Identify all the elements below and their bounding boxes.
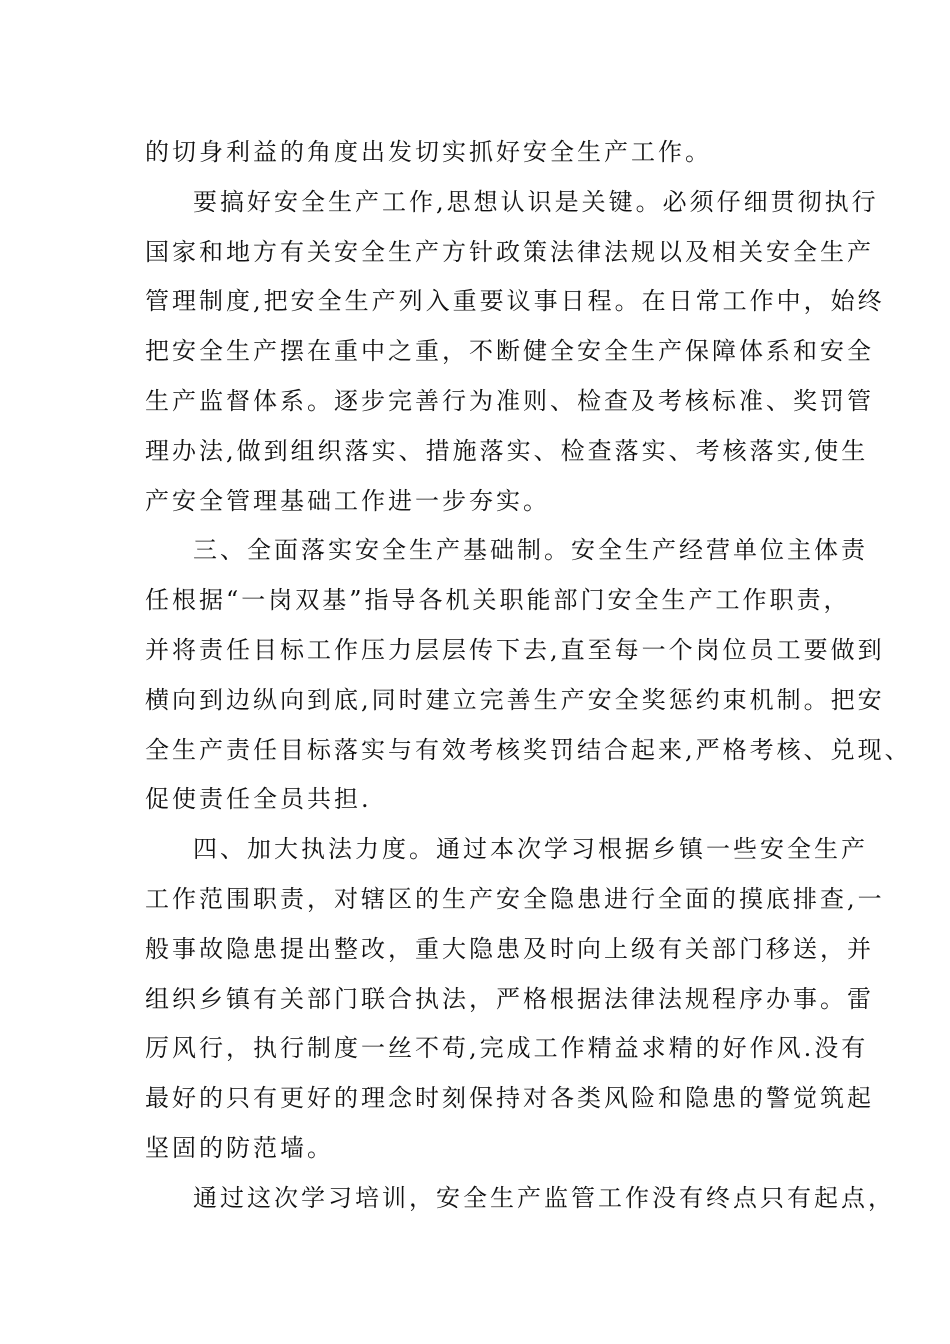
text-line: 并将责任目标工作压力层层传下去,直至每一个岗位员工要做到 [145, 635, 885, 664]
text-line: 厉风行，执行制度一丝不苟,完成工作精益求精的好作风.没有 [145, 1034, 869, 1063]
text-line: 产安全管理基础工作进一步夯实。 [145, 486, 550, 515]
text-line: 生产监督体系。逐步完善行为准则、检查及考核标准、奖罚管 [145, 386, 874, 415]
document-body [145, 128, 912, 1224]
text-line: 全生产责任目标落实与有效考核奖罚结合起来,严格考核、兑现、 [145, 735, 912, 764]
text-line: 国家和地方有关安全生产方针政策法律法规以及相关安全生产 [145, 237, 874, 266]
text-line: 任根据“一岗双基”指导各机关职能部门安全生产工作职责， [145, 586, 851, 615]
text-line: 坚固的防范墙。 [145, 1133, 334, 1162]
paragraph-start-line: 四、加大执法力度。通过本次学习根据乡镇一些安全生产 [193, 835, 868, 864]
text-line: 横向到边纵向到底,同时建立完善生产安全奖惩约束机制。把安 [145, 685, 885, 714]
text-line: 把安全生产摆在重中之重，不断健全安全生产保障体系和安全 [145, 337, 874, 366]
text-line: 组织乡镇有关部门联合执法，严格根据法律法规程序办事。雷 [145, 984, 874, 1013]
text-line: 管理制度,把安全生产列入重要议事日程。在日常工作中，始终 [145, 287, 885, 316]
text-line: 促使责任全员共担. [145, 785, 372, 814]
text-line: 的切身利益的角度出发切实抓好安全生产工作。 [145, 138, 712, 166]
text-line: 般事故隐患提出整改，重大隐患及时向上级有关部门移送，并 [145, 934, 874, 963]
paragraph-start-line: 通过这次学习培训，安全生产监管工作没有终点只有起点， [193, 1183, 895, 1212]
text-line: 理办法,做到组织落实、措施落实、检查落实、考核落实,使生 [145, 436, 869, 465]
text-line: 工作范围职责，对辖区的生产安全隐患进行全面的摸底排查,一 [145, 884, 885, 913]
text-line: 最好的只有更好的理念时刻保持对各类风险和隐患的警觉筑起 [145, 1084, 874, 1113]
paragraph-start-line: 要搞好安全生产工作,思想认识是关键。必须仔细贯彻执行 [193, 187, 879, 216]
paragraph-start-line: 三、全面落实安全生产基础制。安全生产经营单位主体责 [193, 536, 868, 565]
